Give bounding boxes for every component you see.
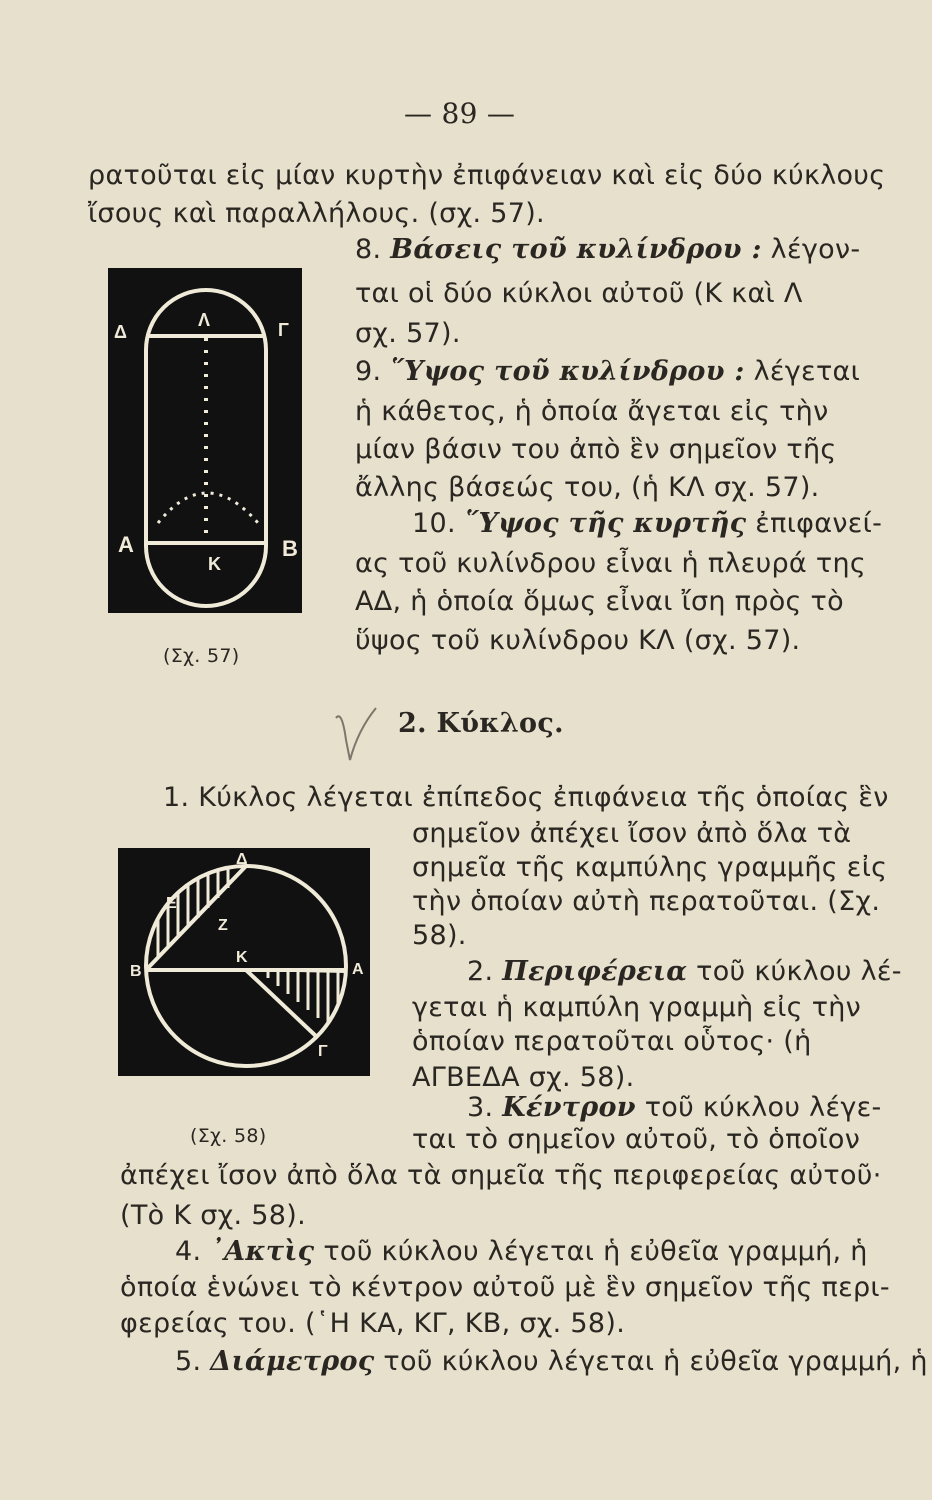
definition-term: ῞Υψος τοῦ κυλίνδρου :	[390, 356, 745, 387]
label-beta: Β	[130, 963, 142, 980]
label-lambda: Λ	[198, 310, 211, 330]
text-line: (Τὸ Κ σχ. 58).	[120, 1200, 306, 1231]
label-alpha: Α	[352, 961, 364, 978]
text-line: ΑΓΒΕΔΑ σχ. 58).	[412, 1062, 635, 1093]
definition-text: τοῦ κύκλου λέγεται ἡ εὐθεῖα γραμμή, ἡ	[323, 1236, 868, 1267]
definition-8	[355, 234, 860, 266]
circle-diagram	[118, 848, 370, 1076]
label-delta: Δ	[114, 322, 127, 342]
section-heading: 2. Κύκλος.	[398, 708, 564, 739]
label-kappa: Κ	[236, 949, 248, 966]
figure-58-caption: (Σχ. 58)	[190, 1125, 267, 1147]
text-line: ρατοῦται εἰς μίαν κυρτὴν ἐπιφάνειαν καὶ εἰς δύο κύκλους	[88, 160, 886, 191]
definition-text: τοῦ κύκλου λέγε-	[644, 1092, 882, 1123]
label-zeta: Ζ	[218, 917, 228, 934]
label-gamma: Γ	[278, 320, 289, 340]
text-line: ας τοῦ κυλίνδρου εἶναι ἡ πλευρά της	[355, 548, 867, 579]
text-line: ἀπέχει ἴσον ἀπὸ ὅλα τὰ σημεῖα τῆς περιφερείας αὐτοῦ·	[120, 1160, 882, 1191]
definition-term: ῞Υψος τῆς κυρτῆς	[464, 508, 747, 539]
text-line: σχ. 57).	[355, 318, 461, 349]
figure-57-cylinder	[108, 268, 302, 613]
definition-4	[175, 1236, 868, 1268]
text-line: 58).	[412, 920, 467, 951]
definition-text: τοῦ κύκλου λέγεται ἡ εὐθεῖα γραμμή, ἡ	[383, 1346, 928, 1377]
definition-9	[355, 356, 860, 388]
item-number: 5.	[175, 1346, 202, 1377]
definition-3	[467, 1092, 882, 1124]
definition-term: Κέντρον	[502, 1092, 636, 1123]
text-line: σημεῖα τῆς καμπύλης γραμμῆς εἰς	[412, 852, 888, 883]
figure-58-circle	[118, 848, 370, 1076]
text-line: ὕψος τοῦ κυλίνδρου ΚΛ (σχ. 57).	[355, 625, 801, 656]
text-line: τὴν ὁποίαν αὐτὴ περατοῦται. (Σχ.	[412, 886, 881, 917]
text-line: ται οἱ δύο κύκλοι αὐτοῦ (Κ καὶ Λ	[355, 278, 803, 309]
text-line: μίαν βάσιν του ἀπὸ ἓν σημεῖον τῆς	[355, 434, 837, 465]
text-line: γεται ἡ καμπύλη γραμμὴ εἰς τὴν	[412, 992, 862, 1023]
item-number: 2.	[467, 956, 494, 987]
definition-5	[175, 1346, 928, 1378]
text-line: 1. Κύκλος λέγεται ἐπίπεδος ἐπιφάνεια τῆς ὁποίας ἓν	[163, 782, 889, 813]
definition-term: Διάμετρος	[210, 1346, 375, 1377]
label-kappa: Κ	[208, 554, 221, 574]
text-line: ἄλλης βάσεώς του, (ἡ ΚΛ σχ. 57).	[355, 472, 820, 503]
definition-term: Περιφέρεια	[502, 956, 688, 987]
text-line: ὁποία ἑνώνει τὸ κέντρον αὐτοῦ μὲ ἓν σημεῖον τῆς περι-	[120, 1272, 890, 1303]
text-line: ΑΔ, ἡ ὁποία ὅμως εἶναι ἴση πρὸς τὸ	[355, 586, 844, 617]
item-number: 8.	[355, 234, 382, 265]
item-number: 10.	[412, 508, 456, 539]
definition-text: λέγεται	[753, 356, 861, 387]
definition-10	[412, 508, 882, 540]
text-line: σημεῖον ἀπέχει ἴσον ἀπὸ ὅλα τὰ	[412, 818, 852, 849]
text-line: ἡ κάθετος, ἡ ὁποία ἄγεται εἰς τὴν	[355, 396, 829, 427]
text-line: φερείας του. (῾Η ΚΑ, ΚΓ, ΚΒ, σχ. 58).	[120, 1308, 626, 1339]
definition-text: τοῦ κύκλου λέ-	[696, 956, 902, 987]
item-number: 3.	[467, 1092, 494, 1123]
definition-text: ἐπιφανεί-	[755, 508, 883, 539]
item-number: 9.	[355, 356, 382, 387]
label-epsilon: Ε	[166, 895, 177, 912]
definition-term: Βάσεις τοῦ κυλίνδρου :	[390, 234, 762, 265]
label-beta: Β	[282, 536, 298, 561]
definition-2	[467, 956, 902, 988]
page-number: — 89 —	[404, 97, 516, 130]
handwritten-check-mark	[328, 700, 388, 770]
text-line: ὁποίαν περατοῦται οὗτος· (ἡ	[412, 1026, 812, 1057]
cylinder-diagram	[108, 268, 302, 613]
item-number: 4.	[175, 1236, 202, 1267]
label-alpha: Α	[118, 532, 134, 557]
label-gamma: Γ	[318, 1043, 328, 1060]
definition-text: λέγον-	[770, 234, 861, 265]
definition-term: ᾿Ακτὶς	[210, 1236, 315, 1267]
text-line: ἴσους καὶ παραλλήλους. (σχ. 57).	[88, 198, 545, 229]
figure-57-caption: (Σχ. 57)	[163, 645, 240, 667]
label-delta: Δ	[236, 851, 248, 868]
text-line: ται τὸ σημεῖον αὐτοῦ, τὸ ὁποῖον	[412, 1124, 861, 1155]
